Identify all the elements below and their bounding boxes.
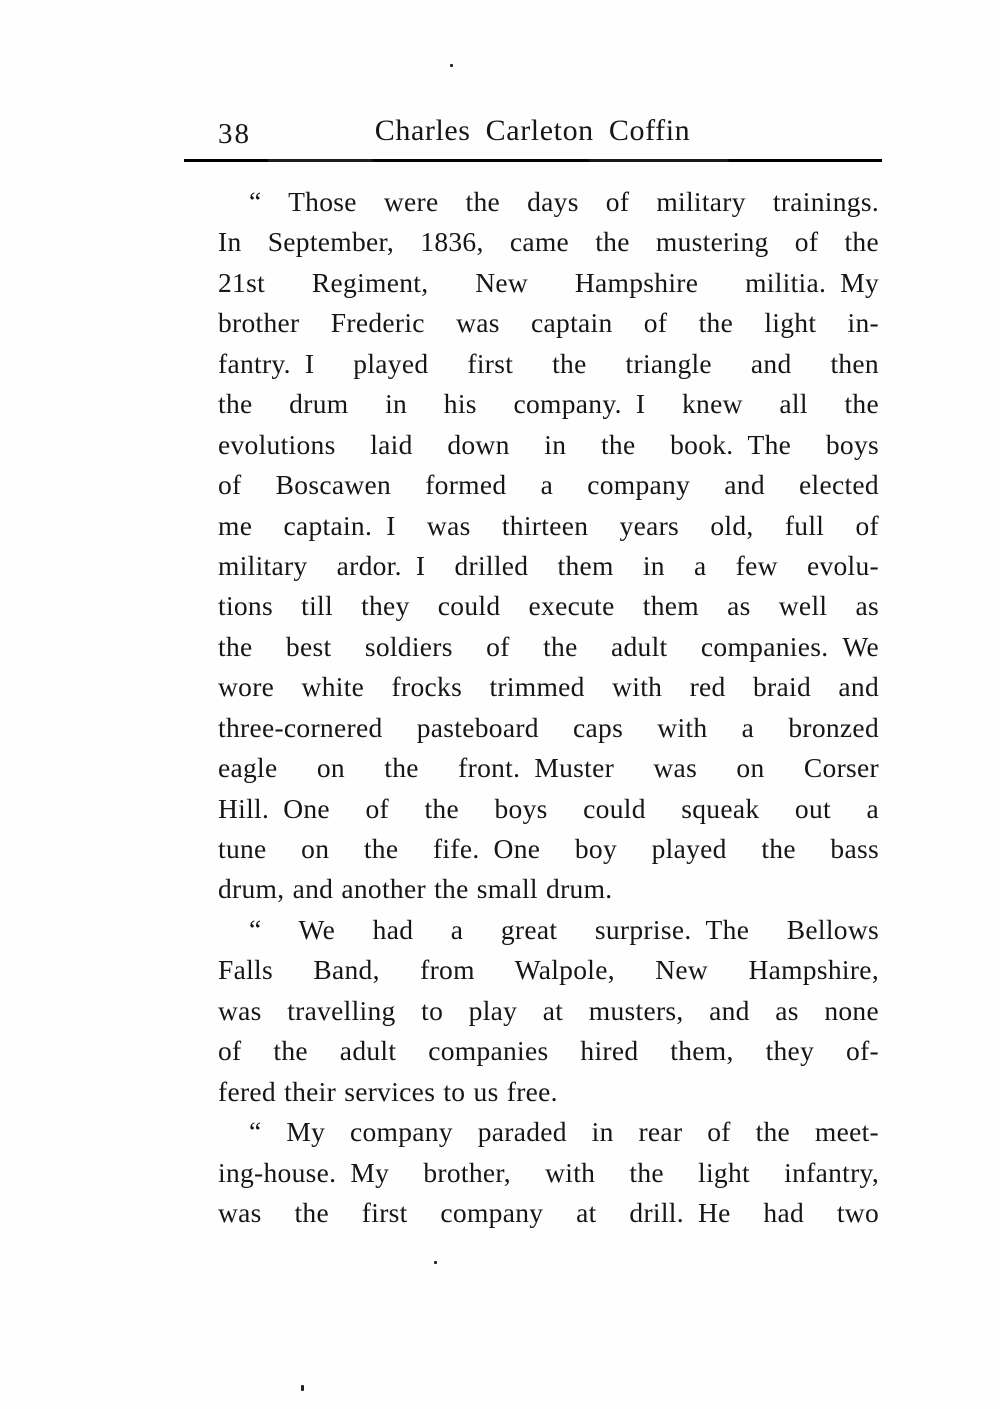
header-rule: [184, 159, 882, 162]
page-number: 38: [218, 118, 251, 150]
text-line: tions till they could execute them as well as: [218, 590, 879, 622]
text-line: three-cornered pasteboard caps with a bronzed: [218, 711, 879, 743]
scan-speck: [450, 64, 453, 67]
page-header: [218, 112, 879, 156]
text-line: wore white frocks trimmed with red braid and: [218, 671, 879, 703]
text-line: 21st Regiment, New Hampshire militia. My: [218, 266, 879, 298]
text-line: Falls Band, from Walpole, New Hampshire,: [218, 954, 879, 986]
text-line: “ We had a great surprise. The Bellows: [249, 913, 879, 945]
running-title: Charles Carleton Coffin: [374, 114, 691, 147]
text-line: Hill. One of the boys could squeak out a: [218, 792, 879, 824]
text-line: me captain. I was thirteen years old, full of: [218, 509, 879, 541]
text-line: fered their services to us free.: [218, 1075, 558, 1107]
text-line: the best soldiers of the adult companies. We: [218, 630, 879, 662]
text-line: tune on the fife. One boy played the bass: [218, 833, 879, 864]
text-line: brother Frederic was captain of the light in-: [218, 307, 879, 339]
text-line: fantry. I played first the triangle and then: [218, 347, 879, 379]
scan-speck: [434, 1261, 437, 1264]
text-line: the drum in his company. I knew all the: [218, 388, 879, 420]
text-line: In September, 1836, came the mustering of the: [218, 226, 879, 258]
text-line: evolutions laid down in the book. The boys: [218, 428, 879, 460]
scan-speck: [301, 1385, 304, 1391]
text-line: eagle on the front. Muster was on Corser: [218, 752, 879, 784]
text-line: drum, and another the small drum.: [218, 873, 613, 905]
text-line: of Boscawen formed a company and elected: [218, 469, 879, 501]
text-line: ing-house. My brother, with the light infantry,: [218, 1156, 879, 1188]
text-line: “ My company paraded in rear of the meet-: [249, 1116, 879, 1148]
text-line: was the first company at drill. He had two: [218, 1196, 879, 1228]
text-line: was travelling to play at musters, and as none: [218, 994, 879, 1026]
text-line: of the adult companies hired them, they of-: [218, 1035, 879, 1067]
text-block: [218, 182, 879, 1233]
text-line: “ Those were the days of military trainings.: [249, 186, 879, 217]
text-line: military ardor. I drilled them in a few evolu-: [218, 549, 879, 581]
